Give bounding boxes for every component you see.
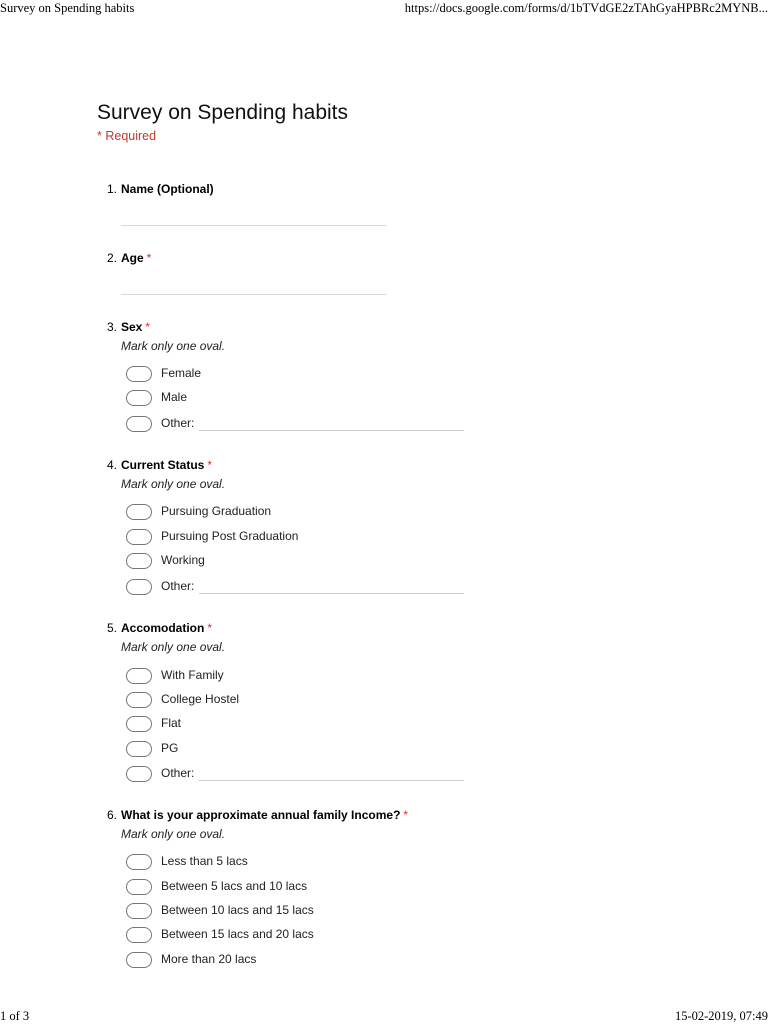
form-title: Survey on Spending habits [97,101,349,124]
option-label: Between 5 lacs and 10 lacs [161,879,308,893]
other-text-field[interactable] [199,593,464,594]
radio-oval[interactable] [126,766,152,782]
age-answer-field[interactable] [121,294,386,295]
option-other[interactable] [126,766,526,784]
option-pursuing-graduation[interactable] [126,504,526,522]
question-hint: Mark only one oval. [121,477,226,491]
radio-oval[interactable] [126,553,152,569]
question-number: 3. [107,320,118,334]
question-title [107,621,527,635]
question-number: 5. [107,621,118,635]
radio-oval[interactable] [126,504,152,520]
question-accomodation [107,621,527,780]
question-annual-income [107,808,667,966]
required-star: * [146,251,152,265]
option-label: Female [161,366,202,380]
radio-oval[interactable] [126,879,152,895]
required-star: * [145,320,151,334]
option-label: Between 10 lacs and 15 lacs [161,903,314,917]
question-title [107,458,527,472]
print-timestamp: 15-02-2019, 07:49 [674,1009,768,1023]
required-star: * [207,458,213,472]
question-number: 1. [107,182,118,196]
question-title [107,808,667,822]
print-header-url: https://docs.google.com/forms/d/1bTVdGE2zTAhGyaHPBRc2MYNB... [404,1,768,15]
print-header-title: Survey on Spending habits [0,1,135,15]
option-label: Pursuing Graduation [161,504,272,518]
required-note: * Required [97,129,157,143]
question-number: 4. [107,458,118,472]
option-working[interactable] [126,553,526,571]
radio-oval[interactable] [126,416,152,432]
question-label: Sex [121,320,143,334]
radio-oval[interactable] [126,927,152,943]
question-hint: Mark only one oval. [121,339,226,353]
other-text-field[interactable] [199,780,464,781]
option-15-to-20-lacs[interactable] [126,927,526,945]
option-10-to-15-lacs[interactable] [126,903,526,921]
option-with-family[interactable] [126,668,526,686]
option-label: Between 15 lacs and 20 lacs [161,927,314,941]
option-label: PG [161,741,179,755]
required-star: * [207,621,213,635]
question-current-status [107,458,527,593]
option-more-than-20-lacs[interactable] [126,952,526,970]
option-label: College Hostel [161,692,240,706]
option-label: Other: [161,416,195,430]
radio-oval[interactable] [126,692,152,708]
radio-oval[interactable] [126,854,152,870]
question-number: 6. [107,808,118,822]
option-pursuing-post-graduation[interactable] [126,529,526,547]
question-label: Name (Optional) [121,182,214,196]
radio-oval[interactable] [126,390,152,406]
option-label: Working [161,553,205,567]
option-pg[interactable] [126,741,526,759]
option-label: With Family [161,668,224,682]
question-label: Current Status [121,458,205,472]
question-label: Age [121,251,144,265]
option-college-hostel[interactable] [126,692,526,710]
option-male[interactable] [126,390,526,408]
option-label: Flat [161,716,182,730]
radio-oval[interactable] [126,668,152,684]
question-sex [107,320,527,430]
radio-oval[interactable] [126,366,152,382]
required-star: * [403,808,409,822]
question-hint: Mark only one oval. [121,827,226,841]
page-count: 1 of 3 [0,1009,30,1023]
option-label: Male [161,390,188,404]
question-hint: Mark only one oval. [121,640,226,654]
option-female[interactable] [126,366,526,384]
radio-oval[interactable] [126,741,152,757]
question-number: 2. [107,251,118,265]
option-label: More than 20 lacs [161,952,257,966]
option-other[interactable] [126,416,526,434]
option-label: Less than 5 lacs [161,854,248,868]
radio-oval[interactable] [126,529,152,545]
question-label: What is your approximate annual family Income? [121,808,401,822]
question-title [107,251,527,265]
option-5-to-10-lacs[interactable] [126,879,526,897]
print-footer [0,1009,768,1024]
option-label: Pursuing Post Graduation [161,529,299,543]
question-label: Accomodation [121,621,205,635]
radio-oval[interactable] [126,903,152,919]
radio-oval[interactable] [126,716,152,732]
print-header [0,0,768,18]
question-age [107,251,527,265]
option-label: Other: [161,579,195,593]
question-title [107,320,527,334]
question-name [107,182,527,196]
option-label: Other: [161,766,195,780]
option-flat[interactable] [126,716,526,734]
option-other[interactable] [126,579,526,597]
radio-oval[interactable] [126,579,152,595]
radio-oval[interactable] [126,952,152,968]
other-text-field[interactable] [199,430,464,431]
name-answer-field[interactable] [121,225,386,226]
question-title [107,182,527,196]
option-less-than-5-lacs[interactable] [126,854,526,872]
